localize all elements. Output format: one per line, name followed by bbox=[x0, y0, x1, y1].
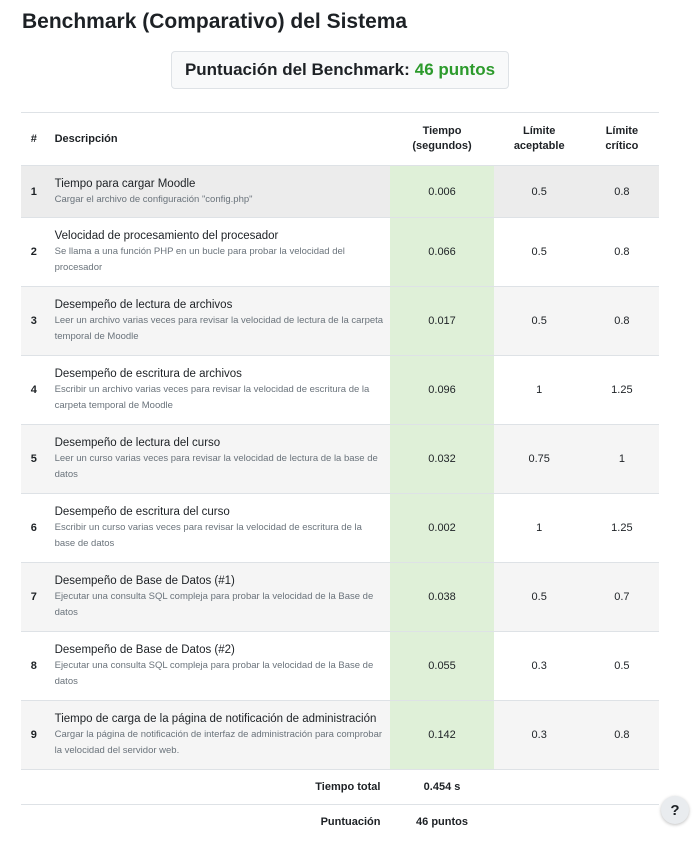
row-description bbox=[47, 563, 391, 632]
header-crit-l1: Límite bbox=[605, 125, 639, 137]
page-title: Benchmark (Comparativo) del Sistema bbox=[22, 10, 408, 33]
header-acceptable bbox=[494, 113, 585, 166]
row-critical: 0.8 bbox=[585, 287, 659, 356]
row-subtitle: Cargar la página de notificación de interfaz de administración para comprobar la velocidad del servidor web. bbox=[54, 729, 383, 756]
row-subtitle: Leer un curso varias veces para revisar la velocidad de lectura de la base de datos bbox=[54, 453, 378, 480]
table-row bbox=[21, 166, 659, 218]
row-title: Tiempo para cargar Moodle bbox=[54, 177, 196, 190]
row-subtitle: Cargar el archivo de configuración "config.php" bbox=[54, 193, 253, 205]
table-row bbox=[21, 356, 659, 425]
score-row-value: 46 puntos bbox=[390, 805, 493, 840]
row-title: Desempeño de Base de Datos (#2) bbox=[54, 644, 235, 656]
row-time: 0.002 bbox=[390, 494, 493, 563]
row-acceptable: 0.3 bbox=[494, 632, 585, 701]
header-acc-l2: aceptable bbox=[513, 140, 565, 152]
header-time-l1: Tiempo bbox=[422, 125, 462, 137]
row-subtitle: Escribir un archivo varias veces para revisar la velocidad de escritura de la carpeta temporal de Moodle bbox=[54, 384, 370, 411]
row-description bbox=[47, 356, 391, 425]
table-row bbox=[21, 287, 659, 356]
row-subtitle: Se llama a una función PHP en un bucle para probar la velocidad del procesador bbox=[54, 246, 345, 273]
row-time: 0.142 bbox=[390, 701, 493, 770]
row-acceptable: 0.5 bbox=[494, 563, 585, 632]
row-subtitle: Ejecutar una consulta SQL compleja para probar la velocidad de la Base de datos bbox=[54, 660, 374, 687]
row-num: 3 bbox=[21, 287, 47, 356]
header-acc-l1: Límite bbox=[522, 125, 556, 137]
table-row bbox=[21, 563, 659, 632]
row-acceptable: 0.5 bbox=[494, 218, 585, 287]
row-num: 7 bbox=[21, 563, 47, 632]
row-time: 0.017 bbox=[390, 287, 493, 356]
total-time-row bbox=[21, 770, 659, 805]
row-acceptable: 0.5 bbox=[494, 166, 585, 218]
row-title: Desempeño de escritura de archivos bbox=[54, 368, 242, 380]
table-row bbox=[21, 494, 659, 563]
table-row bbox=[21, 701, 659, 770]
row-acceptable: 0.75 bbox=[494, 425, 585, 494]
row-num: 2 bbox=[21, 218, 47, 287]
score-label: Puntuación del Benchmark: bbox=[184, 60, 410, 79]
row-critical: 0.8 bbox=[585, 166, 659, 218]
table-row bbox=[21, 632, 659, 701]
row-critical: 1.25 bbox=[585, 494, 659, 563]
row-time: 0.006 bbox=[390, 166, 493, 218]
row-acceptable: 1 bbox=[494, 494, 585, 563]
row-acceptable: 0.3 bbox=[494, 701, 585, 770]
header-time-l2: (segundos) bbox=[412, 140, 472, 152]
row-subtitle: Ejecutar una consulta SQL compleja para probar la velocidad de la Base de datos bbox=[54, 591, 374, 618]
benchmark-score-box bbox=[171, 51, 509, 89]
row-title: Desempeño de escritura del curso bbox=[54, 506, 230, 518]
total-time-value: 0.454 s bbox=[390, 770, 493, 805]
score-row-label: Puntuación bbox=[21, 805, 390, 840]
score-value: 46 puntos bbox=[414, 60, 496, 79]
row-time: 0.066 bbox=[390, 218, 493, 287]
help-button[interactable] bbox=[661, 796, 689, 824]
header-description: Descripción bbox=[47, 113, 391, 166]
row-time: 0.038 bbox=[390, 563, 493, 632]
row-critical: 0.5 bbox=[585, 632, 659, 701]
row-critical: 0.7 bbox=[585, 563, 659, 632]
table-row bbox=[21, 425, 659, 494]
row-title: Tiempo de carga de la página de notificación de administración bbox=[54, 713, 377, 725]
row-description bbox=[47, 494, 391, 563]
row-acceptable: 0.5 bbox=[494, 287, 585, 356]
row-acceptable: 1 bbox=[494, 356, 585, 425]
row-time: 0.032 bbox=[390, 425, 493, 494]
row-title: Velocidad de procesamiento del procesador bbox=[54, 230, 279, 242]
benchmark-table bbox=[21, 112, 659, 839]
score-row bbox=[21, 805, 659, 840]
row-critical: 0.8 bbox=[585, 701, 659, 770]
row-num: 8 bbox=[21, 632, 47, 701]
row-num: 5 bbox=[21, 425, 47, 494]
row-num: 9 bbox=[21, 701, 47, 770]
row-description bbox=[47, 166, 391, 218]
row-num: 6 bbox=[21, 494, 47, 563]
row-subtitle: Leer un archivo varias veces para revisar la velocidad de lectura de la carpeta temporal de Moodle bbox=[54, 315, 384, 342]
row-time: 0.096 bbox=[390, 356, 493, 425]
row-title: Desempeño de Base de Datos (#1) bbox=[54, 575, 235, 587]
row-description bbox=[47, 701, 391, 770]
row-title: Desempeño de lectura del curso bbox=[54, 437, 221, 449]
header-critical bbox=[585, 113, 659, 166]
row-critical: 1.25 bbox=[585, 356, 659, 425]
table-header-row bbox=[21, 113, 659, 166]
row-critical: 1 bbox=[585, 425, 659, 494]
row-description bbox=[47, 632, 391, 701]
total-time-label: Tiempo total bbox=[21, 770, 390, 805]
row-subtitle: Escribir un curso varias veces para revisar la velocidad de escritura de la base de datos bbox=[54, 522, 362, 549]
row-title: Desempeño de lectura de archivos bbox=[54, 299, 233, 311]
row-description bbox=[47, 218, 391, 287]
header-crit-l2: crítico bbox=[605, 140, 639, 152]
row-description bbox=[47, 425, 391, 494]
question-icon: ? bbox=[670, 801, 680, 819]
header-time bbox=[390, 113, 493, 166]
header-num: # bbox=[21, 113, 47, 166]
table-row bbox=[21, 218, 659, 287]
row-description bbox=[47, 287, 391, 356]
row-critical: 0.8 bbox=[585, 218, 659, 287]
row-num: 1 bbox=[21, 166, 47, 218]
row-time: 0.055 bbox=[390, 632, 493, 701]
row-num: 4 bbox=[21, 356, 47, 425]
